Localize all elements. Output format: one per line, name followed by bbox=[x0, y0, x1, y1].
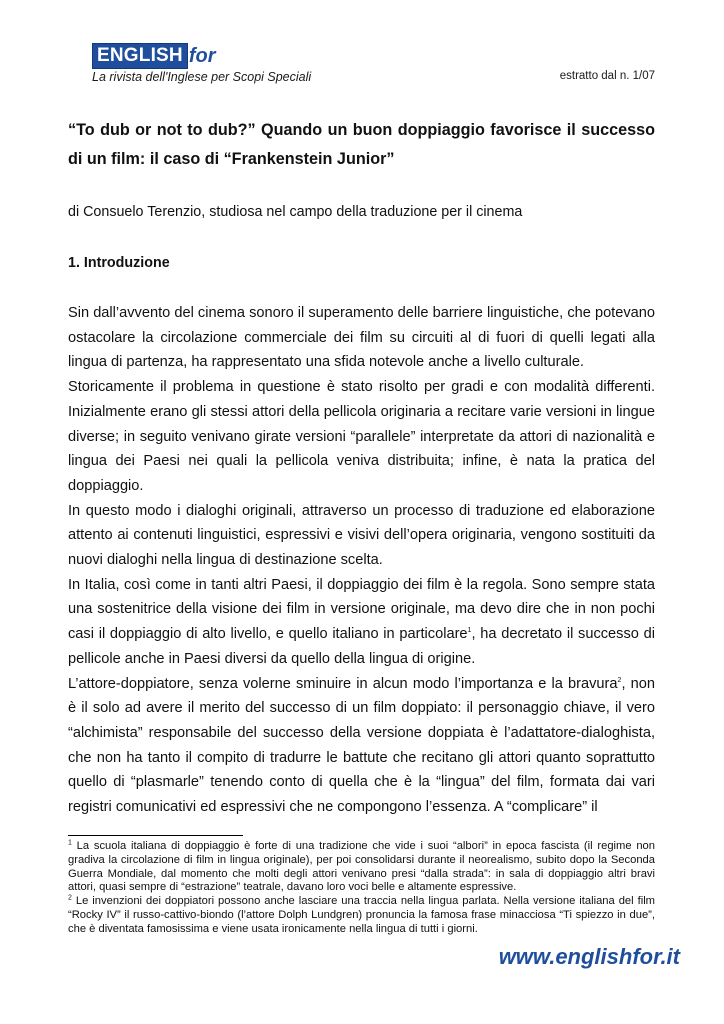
paragraph bbox=[68, 573, 655, 672]
footnote bbox=[68, 895, 655, 936]
paragraph: In questo modo i dialoghi originali, attraverso un processo di traduzione ed elaborazione attento ai contenuti linguistici, espressivi e visivi dell’opera originaria, vengono sostituiti da nuovi dialoghi nella lingua di destinazione scelta. bbox=[68, 502, 655, 569]
logo-word: ENGLISH bbox=[92, 43, 188, 69]
paragraph-text: , non è il solo ad avere il merito del successo di un film doppiato: il personaggio chiave, il vero “alchimista” responsabile del successo della versione doppiata è l’adattatore-dialoghista, che non ha tanto il compito di tradurre le battute che recitano gli attori quanto soprattutto quello di “plasmarle” tenendo conto di quella che è la “lingua” del film, formata dai vari registri comunicativi ed espressivi che ne compongono l’essenza. A “complicare” il bbox=[68, 675, 655, 816]
paragraph-text: L’attore-doppiatore, senza volerne sminuire in alcun modo l’importanza e la bravura bbox=[68, 675, 618, 692]
footnote-text: Le invenzioni dei doppiatori possono anche lasciare una traccia nella lingua parlata. Nella versione italiana del film “Rocky IV” il russo-cattivo-biondo (l’attore Dolph Lundgren) pronuncia la famosa frase minacciosa “Ti spiezzo in due”, che è diventata famosissima e viene usata ironicamente nella lingua di tutti i giorni. bbox=[68, 895, 655, 935]
section-heading: 1. Introduzione bbox=[68, 255, 170, 271]
magazine-tagline: La rivista dell'Inglese per Scopi Speciali bbox=[92, 70, 312, 84]
paragraph-text: In Italia, così come in tanti altri Paesi, il doppiaggio dei film è la regola. Sono sempre stata una sostenitrice della visione dei film in versione originale, ma devo dire che in non pochi casi il doppiaggio di alto livello, e quello italiano in particolare bbox=[68, 576, 655, 643]
magazine-logo bbox=[92, 43, 216, 69]
footnote-number: 2 bbox=[68, 894, 72, 902]
footnote-divider bbox=[68, 835, 243, 836]
article-title: “To dub or not to dub?” Quando un buon doppiaggio favorisce il successo di un film: il caso di “Frankenstein Junior” bbox=[68, 121, 655, 168]
paragraph: Storicamente il problema in questione è stato risolto per gradi e con modalità differenti. Inizialmente erano gli stessi attori della pellicola originaria a recitare varie versioni in lingue diverse; in seguito venivano girate versioni “parallele” interpretate da attori di nazionalità e lingua dei Paesi nei quali la pellicola veniva distribuita; infine, è nata la pratica del doppiaggio. bbox=[68, 379, 655, 494]
article-body bbox=[68, 301, 655, 820]
footnote-ref[interactable]: 1 bbox=[467, 627, 472, 635]
footnote-text: La scuola italiana di doppiaggio è forte di una tradizione che vide i suoi “albori” in epoca fascista (il regime non gradiva la circolazione di film in lingua originale), per poi consolidarsi durante il neorealismo, subito dopo la Seconda Guerra Mondiale, dal momento che molti degli attori venivano presi “dalla strada”: in sala di doppiaggio altri bravi attori, quasi sempre di “estrazione” teatrale, davano loro voci belle e altamente espressive. bbox=[68, 840, 655, 894]
paragraph: Sin dall’avvento del cinema sonoro il superamento delle barriere linguistiche, che potevano ostacolare la circolazione commerciale dei film su circuiti al di fuori di quelli legati alla lingua di partenza, ha rappresentato una sfida notevole anche a livello culturale. bbox=[68, 305, 655, 371]
article-author: di Consuelo Terenzio, studiosa nel campo della traduzione per il cinema bbox=[68, 204, 523, 220]
website-link[interactable]: www.englishfor.it bbox=[498, 944, 680, 969]
footnotes bbox=[68, 840, 655, 937]
footnote-number: 1 bbox=[68, 839, 72, 847]
footnote-ref[interactable]: 2 bbox=[617, 676, 622, 684]
issue-extract-label: estratto dal n. 1/07 bbox=[559, 70, 655, 82]
logo-suffix: for bbox=[188, 44, 216, 67]
paragraph-text: , ha decretato il successo di pellicole anche in Paesi diversi da quello della lingua di origine. bbox=[68, 626, 655, 667]
footnote bbox=[68, 840, 655, 895]
paragraph bbox=[68, 672, 655, 820]
